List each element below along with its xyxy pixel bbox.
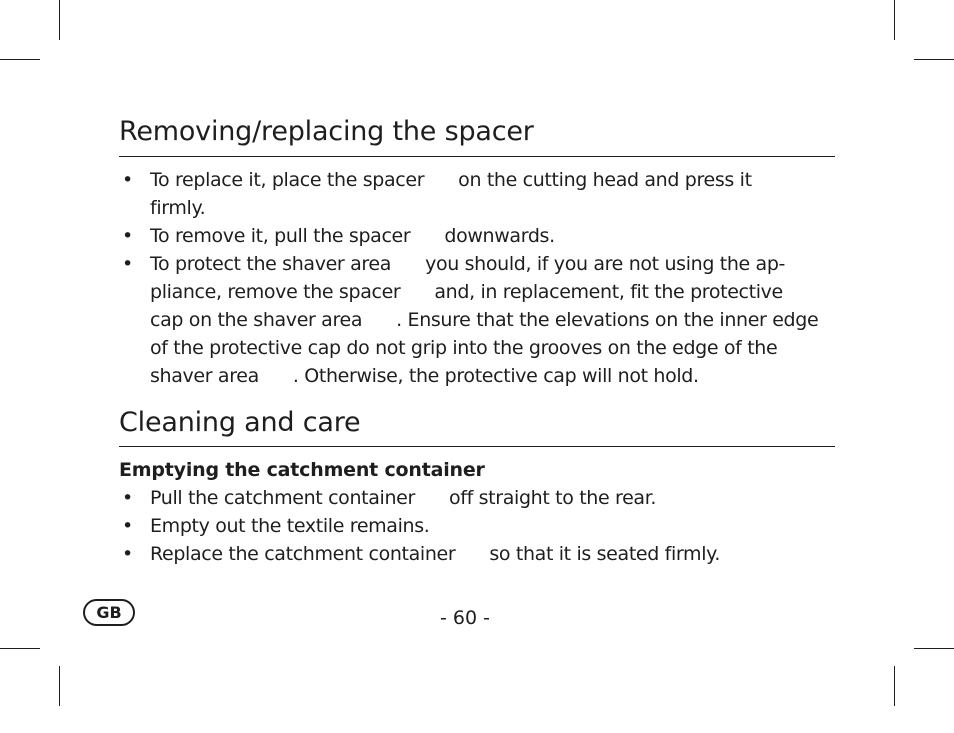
list-item <box>119 166 839 222</box>
item-text: and, in replacement, fit the protective <box>434 281 783 303</box>
list-item <box>119 512 839 540</box>
item-text: shaver area <box>150 365 259 387</box>
page-number: - 60 - <box>440 607 490 629</box>
cleaning-instructions-list <box>119 484 839 568</box>
item-text: To replace it, place the spacer <box>150 169 425 191</box>
crop-mark-bottom-left-vertical <box>59 666 60 706</box>
list-item <box>119 540 839 568</box>
item-text: of the protective cap do not grip into the grooves on the edge of the <box>150 337 778 359</box>
item-text: . Ensure that the elevations on the inner edge <box>396 309 819 331</box>
item-text: pliance, remove the spacer <box>150 281 401 303</box>
item-text: firmly. <box>150 197 206 219</box>
section-heading-spacer: Removing/replacing the spacer <box>119 116 534 147</box>
item-text: Pull the catchment container <box>150 487 415 509</box>
heading-rule <box>119 156 835 157</box>
crop-mark-top-left-vertical <box>59 0 60 40</box>
item-text: downwards. <box>444 225 555 247</box>
list-item <box>119 484 839 512</box>
item-text: To remove it, pull the spacer <box>150 225 411 247</box>
item-text: Replace the catchment container <box>150 543 456 565</box>
heading-rule <box>119 446 835 447</box>
item-text: so that it is seated firmly. <box>489 543 721 565</box>
crop-mark-top-right-vertical <box>894 0 895 40</box>
crop-mark-top-right-horizontal <box>914 59 954 60</box>
spacer-instructions-list <box>119 166 839 390</box>
item-text: To protect the shaver area <box>150 253 392 275</box>
language-badge: GB <box>83 599 135 626</box>
item-text: you should, if you are not using the ap- <box>425 253 786 275</box>
item-text: cap on the shaver area <box>150 309 363 331</box>
crop-mark-bottom-left-horizontal <box>0 648 40 649</box>
subheading-emptying: Emptying the catchment container <box>119 459 485 481</box>
section-heading-cleaning: Cleaning and care <box>119 407 361 438</box>
item-text: Empty out the textile remains. <box>150 515 430 537</box>
item-text: off straight to the rear. <box>448 487 657 509</box>
item-text: on the cutting head and press it <box>458 169 752 191</box>
list-item <box>119 250 839 390</box>
crop-mark-top-left-horizontal <box>0 59 40 60</box>
crop-mark-bottom-right-horizontal <box>914 648 954 649</box>
crop-mark-bottom-right-vertical <box>894 666 895 706</box>
item-text: . Otherwise, the protective cap will not hold. <box>292 365 699 387</box>
list-item <box>119 222 839 250</box>
